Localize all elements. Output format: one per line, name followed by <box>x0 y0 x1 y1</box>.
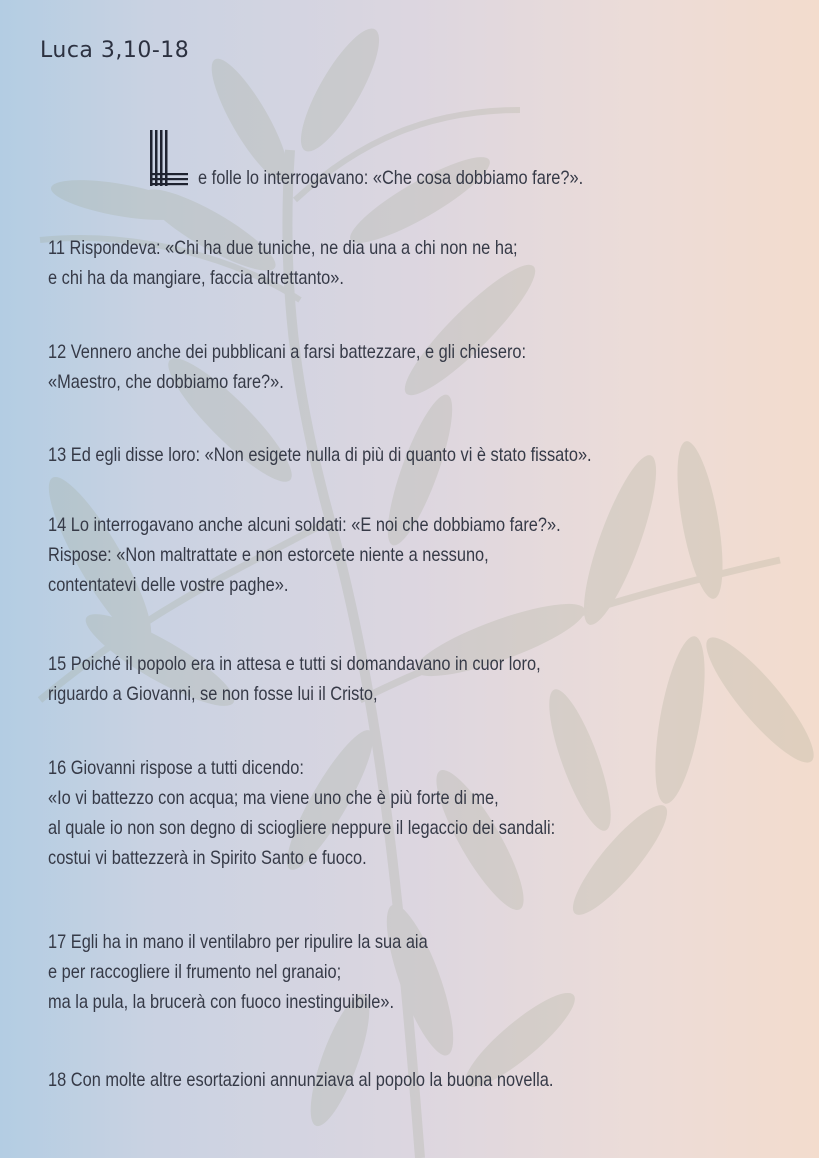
verse-15 <box>48 649 670 709</box>
verse-line: 15 Poiché il popolo era in attesa e tutti si domandavano in cuor loro, <box>48 653 541 675</box>
verse-line: ma la pula, la brucerà con fuoco inestinguibile». <box>48 991 395 1013</box>
verse-line: «Io vi battezzo con acqua; ma viene uno che è più forte di me, <box>48 787 499 809</box>
verse-line: e chi ha da mangiare, faccia altrettanto». <box>48 267 344 289</box>
verse-14 <box>48 510 670 600</box>
verse-16 <box>48 753 670 873</box>
verse-line: 14 Lo interrogavano anche alcuni soldati: «E noi che dobbiamo fare?». <box>48 514 561 536</box>
verse-line: contentatevi delle vostre paghe». <box>48 574 289 596</box>
verse-line: e per raccogliere il frumento nel granaio; <box>48 961 342 983</box>
verse-line: riguardo a Giovanni, se non fosse lui il Cristo, <box>48 683 378 705</box>
verse-13 <box>48 440 670 470</box>
verse-line: e folle lo interrogavano: «Che cosa dobbiamo fare?». <box>198 167 584 189</box>
verse-12 <box>48 337 670 397</box>
verse-line: Rispose: «Non maltrattate e non estorcete niente a nessuno, <box>48 544 489 566</box>
verse-11 <box>48 233 670 293</box>
verse-line: 12 Vennero anche dei pubblicani a farsi battezzare, e gli chiesero: <box>48 341 527 363</box>
passage-reference: Luca 3,10-18 <box>40 38 190 63</box>
verse-line: costui vi battezzerà in Spirito Santo e fuoco. <box>48 847 367 869</box>
verse-line: 16 Giovanni rispose a tutti dicendo: <box>48 757 304 779</box>
verse-line: «Maestro, che dobbiamo fare?». <box>48 371 284 393</box>
verse-line: 11 Rispondeva: «Chi ha due tuniche, ne dia una a chi non ne ha; <box>48 237 518 259</box>
verse-17 <box>48 927 670 1017</box>
verse-line: 13 Ed egli disse loro: «Non esigete nulla di più di quanto vi è stato fissato». <box>48 444 592 466</box>
drop-cap-l <box>150 130 188 186</box>
first-line <box>198 163 819 193</box>
verse-line: al quale io non son degno di sciogliere neppure il legaccio dei sandali: <box>48 817 556 839</box>
verse-line: 17 Egli ha in mano il ventilabro per ripulire la sua aia <box>48 931 428 953</box>
verse-18 <box>48 1065 670 1095</box>
verse-line: 18 Con molte altre esortazioni annunziava al popolo la buona novella. <box>48 1069 554 1091</box>
